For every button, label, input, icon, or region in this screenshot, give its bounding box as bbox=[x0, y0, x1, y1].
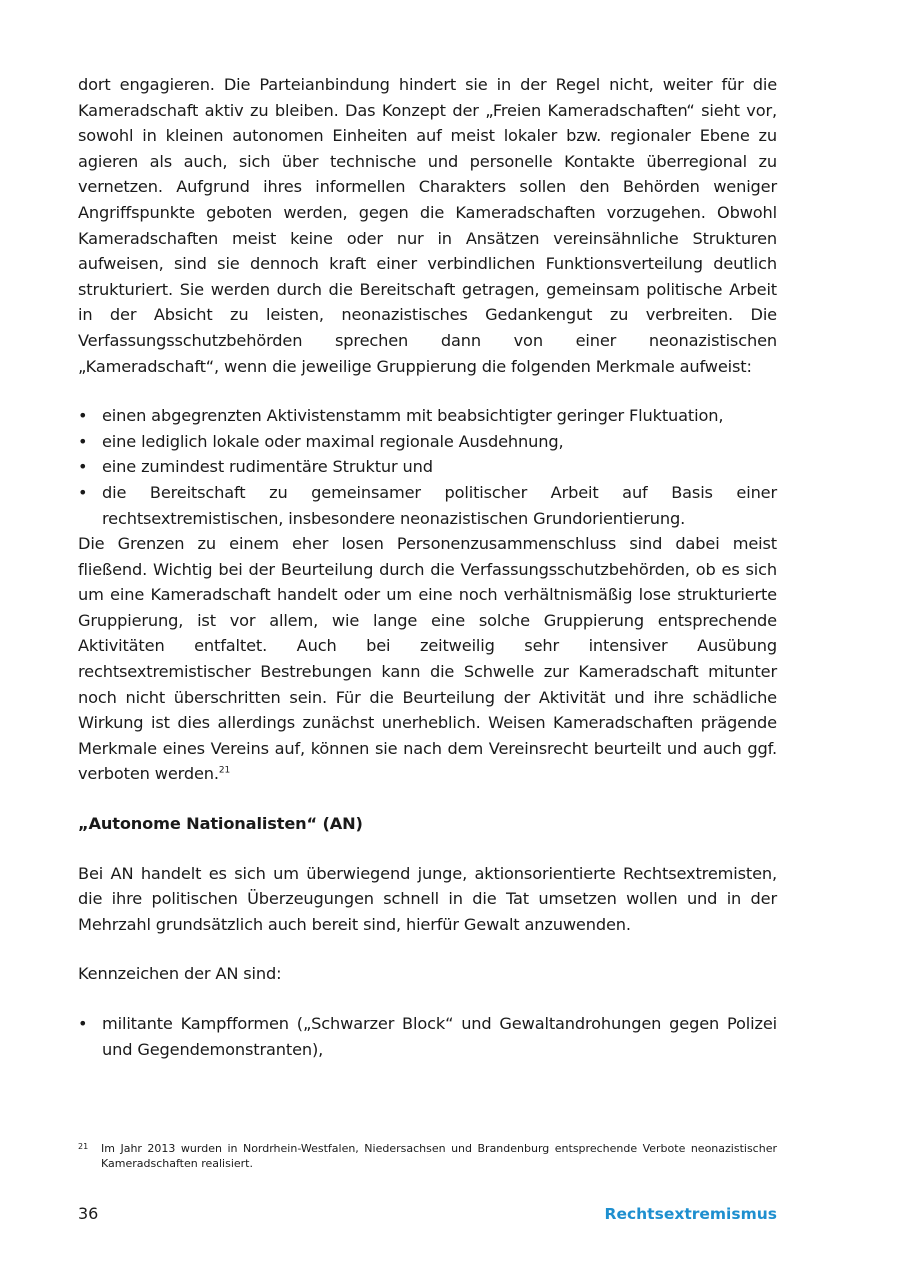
list-item: • einen abgegrenzten Aktivistenstamm mit beabsichtigter geringer Fluktuation, bbox=[78, 403, 777, 429]
paragraph-an-definition: Bei AN handelt es sich um überwiegend junge, aktionsorientierte Rechtsextremisten, die ihre politischen Überzeugungen schnell in die Tat umsetzen wollen und in der Mehrzahl grundsätzlich auch bereit sind, hierfür Gewalt anzuwenden. bbox=[78, 863, 777, 934]
bullet-icon: • bbox=[78, 431, 88, 451]
bullet-icon: • bbox=[78, 457, 88, 477]
bullet-icon: • bbox=[78, 482, 88, 502]
footnote-text: Im Jahr 2013 wurden in Nordrhein-Westfalen, Niedersachsen und Brandenburg entsprechende Verbote neonazistischer Kameradschaften realisiert. bbox=[101, 1142, 777, 1170]
feature-list-kameradschaft bbox=[78, 403, 777, 531]
footnote-reference[interactable]: 21 bbox=[218, 766, 231, 777]
page-number: 36 bbox=[78, 1204, 99, 1223]
paragraph-boundaries: Die Grenzen zu einem eher losen Personenzusammenschluss sind dabei meist fließend. Wichtig bei der Beurteilung durch die Verfassungsschutzbehörden, ob es sich um eine Kameradschaft handelt oder um eine noch verhältnismäßig lose strukturierte Gruppierung, ist vor allem, wie lange eine solche Gruppierung entsprechende Aktivitäten entfaltet. Auch bei zeitweilig sehr intensiver Ausübung rechtsextremistischer Bestrebungen kann die Schwelle zur Kameradschaft mitunter noch nicht überschritten sein. Für die Beurteilung der Aktivität und ihre schädliche Wirkung ist dies allerdings zunächst unerheblich. Weisen Kameradschaften prägende Merkmale eines Vereins auf, können sie nach dem Vereinsrecht beurteilt und auch ggf. verboten werden.$^{21}$ bbox=[78, 534, 777, 784]
bullet-icon: • bbox=[78, 1014, 88, 1033]
feature-list-an bbox=[78, 1011, 777, 1062]
bullet-icon: • bbox=[78, 406, 88, 426]
footnote bbox=[78, 1141, 777, 1171]
page-body bbox=[78, 72, 777, 1062]
paragraph-an-features-intro: Kennzeichen der AN sind: bbox=[78, 964, 282, 984]
list-item: • eine lediglich lokale oder maximal regionale Ausdehnung, bbox=[78, 429, 777, 455]
list-item: • die Bereitschaft zu gemeinsamer politischer Arbeit auf Basis einer rechtsextremistischen, insbesondere neonazistischen Grundorientierung. bbox=[78, 480, 777, 531]
paragraph-kameradschaft-concept: dort engagieren. Die Parteianbindung hindert sie in der Regel nicht, weiter für die Kameradschaft aktiv zu bleiben. Das Konzept der „Freien Kameradschaften“ sieht vor, sowohl in kleinen autonomen Einheiten auf meist lokaler bzw. regionaler Ebene zu agieren als auch, sich über technische und personelle Kontakte überregional zu vernetzen. Aufgrund ihres informellen Charakters sollen den Behörden weniger Angriffspunkte geboten werden, gegen die Kameradschaften vorzugehen. Obwohl Kameradschaften meist keine oder nur in Ansätzen vereinsähnliche Strukturen aufweisen, sind sie dennoch kraft einer verbindlichen Funktionsverteilung deutlich strukturiert. Sie werden durch die Bereitschaft getragen, gemeinsam politische Arbeit in der Absicht zu leisten, neonazistisches Gedankengut zu verbreiten. Die Verfassungsschutzbehörden sprechen dann von einer neonazistischen „Kameradschaft“, wenn die jeweilige Gruppierung die folgenden Merkmale aufweist: bbox=[78, 75, 777, 376]
footnote-number: 21 bbox=[78, 1142, 89, 1151]
list-item: • militante Kampfformen („Schwarzer Block“ und Gewaltandrohungen gegen Polizei und Gegendemonstranten), bbox=[78, 1011, 777, 1062]
list-item: • eine zumindest rudimentäre Struktur und bbox=[78, 454, 777, 480]
running-title: Rechtsextremismus bbox=[604, 1205, 777, 1223]
section-heading-autonome-nationalisten: „Autonome Nationalisten“ (AN) bbox=[78, 814, 363, 834]
